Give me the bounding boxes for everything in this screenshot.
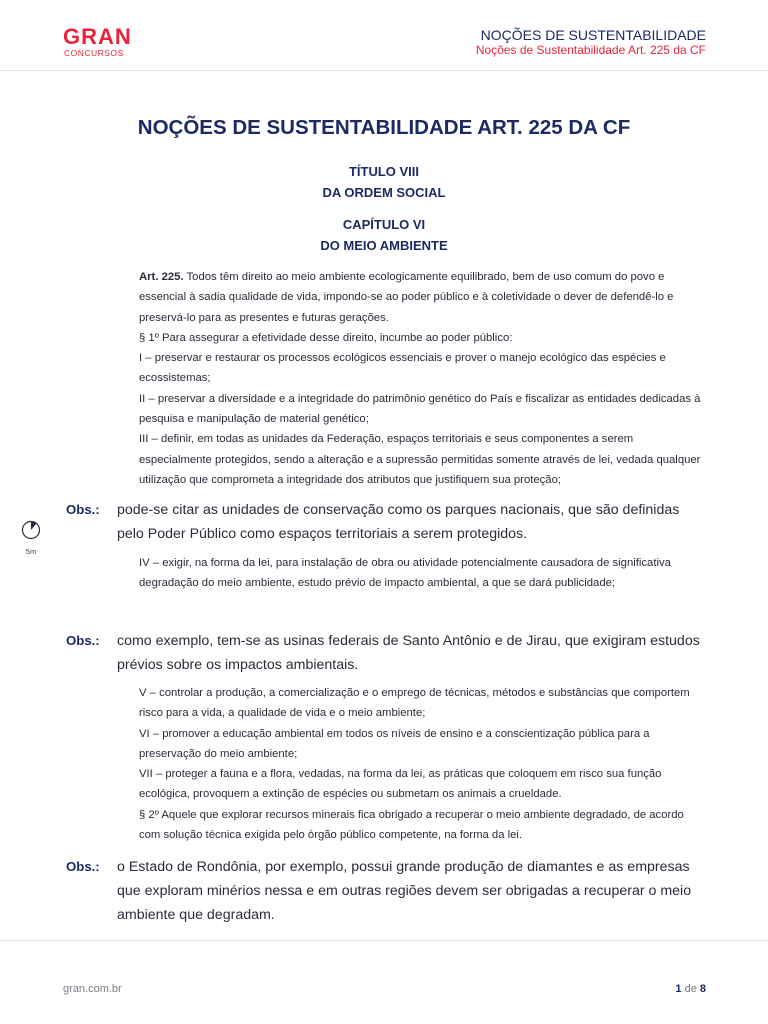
- obs-label: Obs.:: [66, 502, 100, 517]
- header-divider: [0, 70, 768, 71]
- inciso-ii: II – preservar a diversidade e a integridade do patrimônio genético do País e fiscalizar as entidades dedicadas à pesquisa e manipulação de material genético;: [139, 392, 701, 426]
- article-label: Art. 225.: [139, 271, 184, 283]
- header-subtitle: Noções de Sustentabilidade Art. 225 da CF: [475, 43, 706, 57]
- paragraph-2: § 2º Aquele que explorar recursos minerais fica obrigado a recuperar o meio ambiente degradado, de acordo com solução técnica exigida pelo órgão público competente, na forma da lei.: [139, 808, 684, 842]
- titulo-heading: TÍTULO VIII: [348, 164, 420, 179]
- inciso-iv: IV – exigir, na forma da lei, para instalação de obra ou atividade potencialmente causadora de significativa degradação do meio ambiente, estudo prévio de impacto ambiental, a que se dará publicidade;: [139, 557, 671, 590]
- document-title: NOÇÕES DE SUSTENTABILIDADE ART. 225 DA CF: [137, 116, 631, 139]
- capitulo-name: DO MEIO AMBIENTE: [320, 238, 448, 253]
- reading-timer: [18, 520, 44, 557]
- page-of: de: [681, 983, 700, 995]
- inciso-i: I – preservar e restaurar os processos ecológicos essenciais e prover o manejo ecológico das espécies e ecossistemas;: [139, 352, 666, 385]
- page-indicator: [675, 983, 706, 995]
- law-block-2: [139, 553, 707, 594]
- article-225: [139, 267, 707, 328]
- logo-subtext: CONCURSOS: [64, 48, 124, 58]
- logo-text: GRAN: [63, 24, 132, 49]
- header-title: NOÇÕES DE SUSTENTABILIDADE: [480, 27, 706, 43]
- gran-logo[interactable]: [63, 26, 132, 58]
- page-total: 8: [699, 983, 706, 995]
- page-current: 1: [675, 983, 682, 995]
- obs-text: pode-se citar as unidades de conservação como os parques nacionais, que são definidas pelo Poder Público como espaços territoriais a serem protegidos.: [117, 502, 680, 542]
- obs-text: como exemplo, tem-se as usinas federais de Santo Antônio e de Jirau, que exigiram estudos prévios sobre os impactos ambientais.: [117, 633, 700, 673]
- inciso-v: V – controlar a produção, a comercialização e o emprego de técnicas, métodos e substâncias que comportem risco para a vida, a qualidade de vida e o meio ambiente;: [139, 687, 690, 720]
- timer-label: 5m: [25, 547, 37, 556]
- inciso-vii: VII – proteger a fauna e a flora, vedadas, na forma da lei, as práticas que coloquem em risco sua função ecológica, provoquem a extinção de espécies ou submetam os animais a crueldade.: [139, 768, 662, 801]
- page-header: [0, 0, 768, 70]
- law-block-3: [139, 683, 707, 845]
- capitulo-heading: CAPÍTULO VI: [342, 217, 426, 232]
- article-text: Todos têm direito ao meio ambiente ecologicamente equilibrado, bem de uso comum do povo e essencial à sadia qualidade de vida, impondo-se ao poder público e à coletividade o dever de defendê-lo e preservá-lo para as presentes e futuras gerações.: [139, 271, 674, 324]
- timer-icon: [21, 520, 41, 540]
- header-titles: [476, 28, 706, 57]
- titulo-name: DA ORDEM SOCIAL: [322, 185, 446, 200]
- obs-label: Obs.:: [66, 859, 100, 874]
- footer-divider: [0, 940, 768, 941]
- footer-site-link[interactable]: gran.com.br: [63, 983, 122, 995]
- inciso-iii: III – definir, em todas as unidades da Federação, espaços territoriais e seus componentes a serem especialmente protegidos, sendo a alteração e a supressão permitidas somente através de lei, vedada qualquer utilização que comprometa a integridade dos atributos que justifiquem sua proteção;: [139, 433, 701, 486]
- inciso-vi: VI – promover a educação ambiental em todos os níveis de ensino e a conscientização pública para a preservação do meio ambiente;: [139, 727, 650, 760]
- obs-label: Obs.:: [66, 633, 100, 648]
- law-block-1: [139, 267, 707, 490]
- paragraph-1: § 1º Para assegurar a efetividade desse direito, incumbe ao poder público:: [139, 331, 513, 344]
- obs-text: o Estado de Rondônia, por exemplo, possui grande produção de diamantes e as empresas que exploram minérios nessa e em outras regiões devem ser obrigadas a recuperar o meio ambiente que degradam.: [117, 859, 692, 923]
